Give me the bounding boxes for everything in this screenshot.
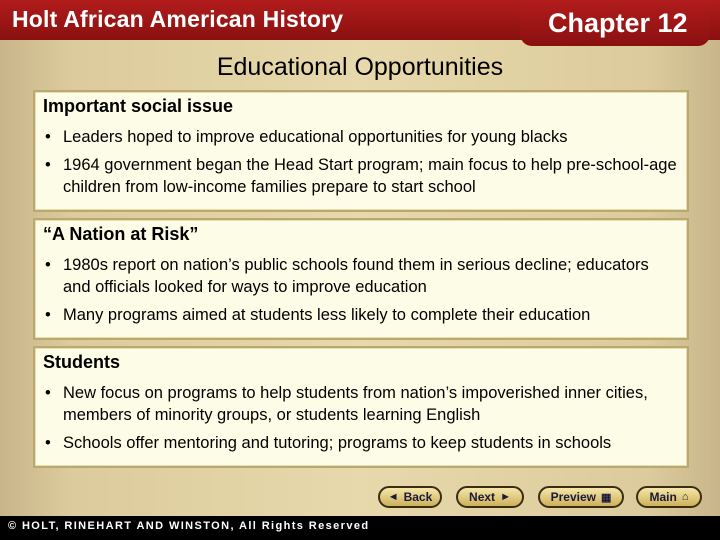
bullet-icon: • (45, 384, 51, 402)
left-arrow-icon: ◄ (387, 491, 399, 503)
bullet-text: New focus on programs to help students from nation’s impoverished inner cities, members of minority groups, or students learning English (63, 384, 648, 424)
home-icon: ⌂ (681, 491, 689, 503)
page-title: Educational Opportunities (216, 53, 504, 81)
back-button[interactable] (378, 486, 442, 508)
bullet-icon: • (45, 156, 51, 174)
copyright-text: © HOLT, RINEHART AND WINSTON, All Rights Reserved (8, 520, 370, 532)
bullet-item (43, 126, 679, 148)
chapter-label: Chapter 12 (548, 8, 688, 38)
bullet-text: 1964 government began the Head Start program; main focus to help pre-school-age children from low-income families prepare to start school (63, 156, 677, 196)
main-button-label: Main (649, 490, 677, 504)
preview-button[interactable] (538, 486, 624, 508)
bullet-icon: • (45, 434, 51, 452)
bullet-item (43, 304, 679, 326)
next-button[interactable] (456, 486, 524, 508)
book-title: Holt African American History (12, 6, 344, 32)
section-panel-social-issue (33, 90, 689, 212)
bullet-text: Schools offer mentoring and tutoring; programs to keep students in schools (63, 434, 612, 452)
bullet-icon: • (45, 128, 51, 146)
preview-grid-icon: ▦ (600, 491, 612, 504)
section-heading: “A Nation at Risk” (43, 224, 199, 244)
section-panel-nation-at-risk (33, 218, 689, 340)
preview-button-label: Preview (550, 490, 596, 504)
bullet-icon: • (45, 306, 51, 324)
main-button[interactable] (636, 486, 702, 508)
footer-bar (0, 516, 720, 540)
section-heading: Important social issue (43, 96, 234, 116)
bullet-icon: • (45, 256, 51, 274)
section-panel-students (33, 346, 689, 468)
section-heading: Students (43, 352, 121, 372)
bullet-text: Leaders hoped to improve educational opportunities for young blacks (63, 128, 568, 146)
bullet-item (43, 432, 679, 454)
right-arrow-icon: ► (500, 491, 511, 503)
bullet-item (43, 382, 679, 426)
bullet-text: Many programs aimed at students less likely to complete their education (63, 306, 591, 324)
bullet-item (43, 254, 679, 298)
bullet-text: 1980s report on nation’s public schools found them in serious decline; educators and officials looked for ways to improve education (63, 256, 649, 296)
next-button-label: Next (469, 490, 496, 504)
bullet-item (43, 154, 679, 198)
back-button-label: Back (403, 490, 433, 504)
